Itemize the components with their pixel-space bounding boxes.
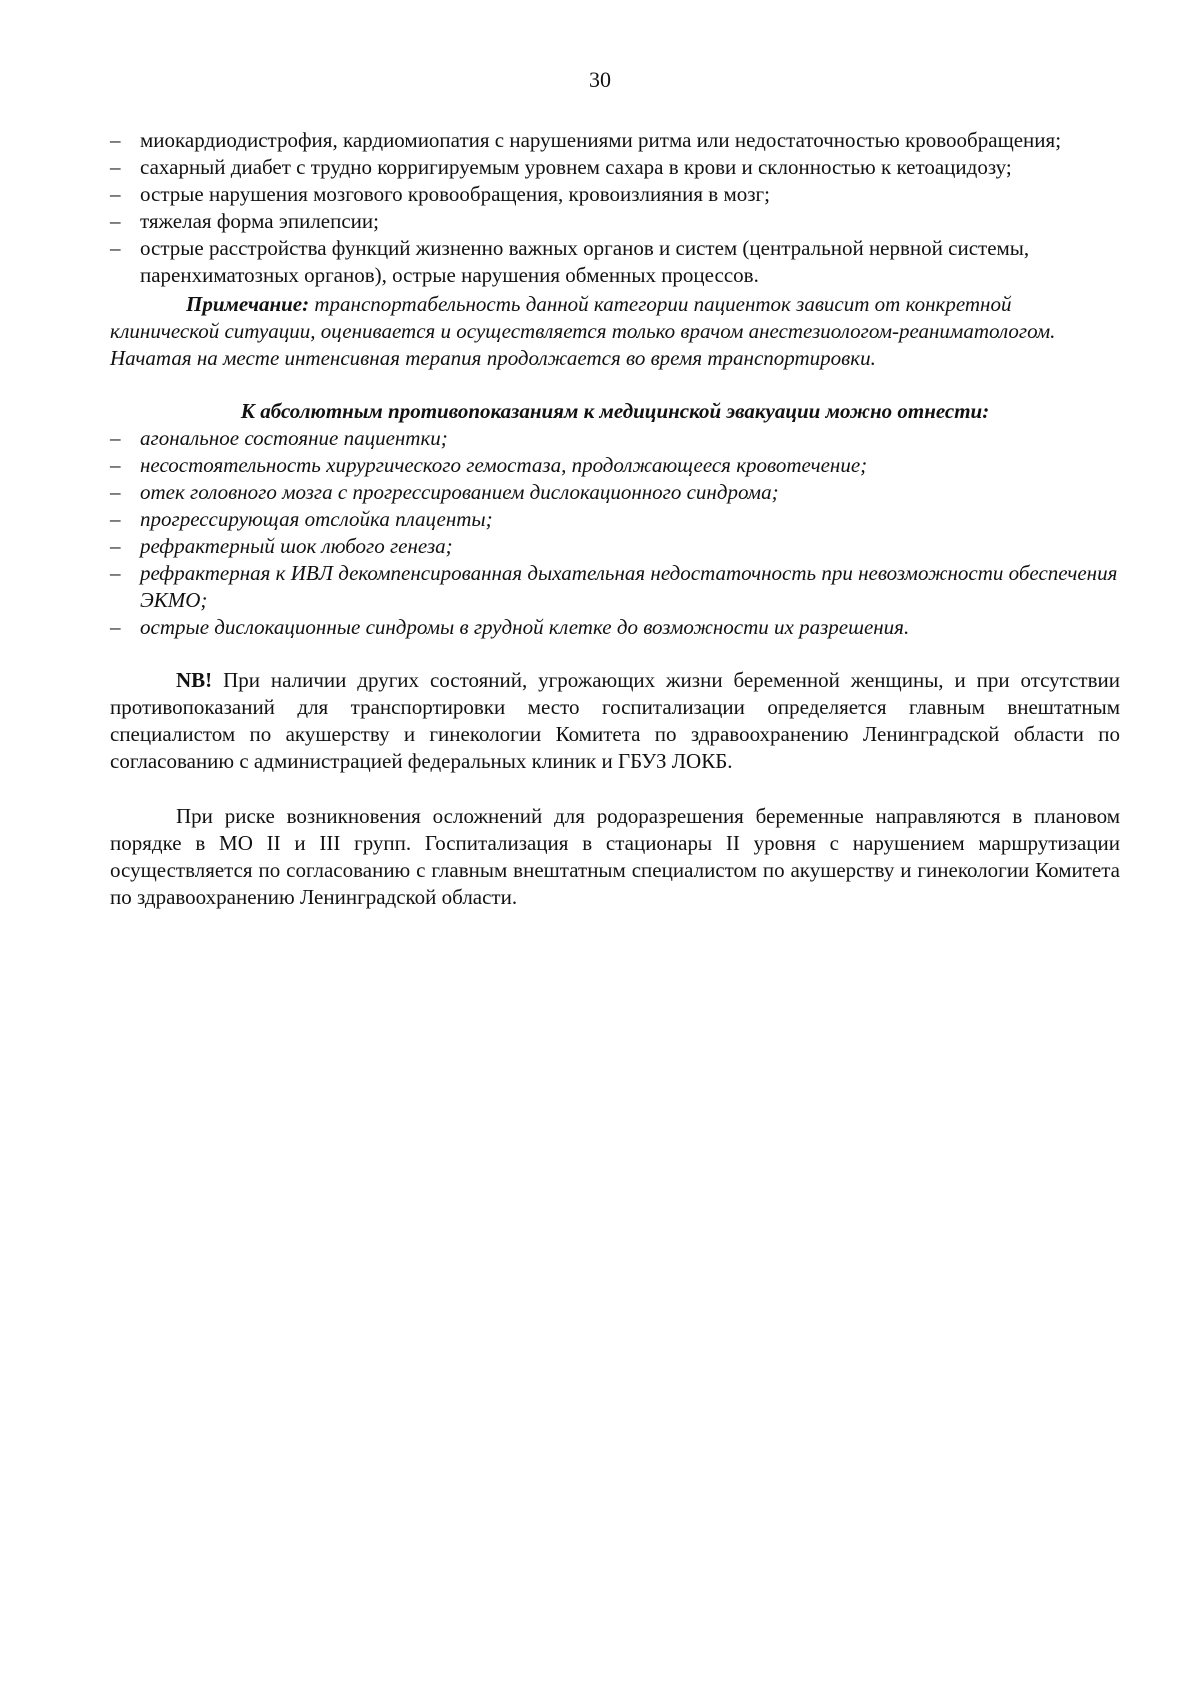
page-number: 30 bbox=[589, 67, 611, 92]
list-item-text: сахарный диабет с трудно корригируемым уровнем сахара в крови и склонностью к кетоацидозу; bbox=[140, 155, 1012, 179]
list-item bbox=[110, 614, 1120, 641]
list-dash: – bbox=[110, 426, 121, 450]
list-item-text: агональное состояние пациентки; bbox=[140, 426, 448, 450]
list-dash: – bbox=[110, 480, 121, 504]
list-item bbox=[110, 425, 1120, 452]
list-dash: – bbox=[110, 128, 121, 152]
list-item-text: прогрессирующая отслойка плаценты; bbox=[140, 507, 493, 531]
list-item-text: острые нарушения мозгового кровообращения, кровоизлияния в мозг; bbox=[140, 182, 770, 206]
list-dash: – bbox=[110, 507, 121, 531]
list-item bbox=[110, 560, 1120, 614]
list-item-text: острые дислокационные синдромы в грудной клетке до возможности их разрешения. bbox=[140, 615, 910, 639]
list-dash: – bbox=[110, 155, 121, 179]
list-dash: – bbox=[110, 209, 121, 233]
absolute-contraindications-heading: К абсолютным противопоказаниям к медицинской эвакуации можно отнести: bbox=[240, 399, 990, 423]
list-item bbox=[110, 235, 1120, 289]
list-item bbox=[110, 506, 1120, 533]
list-item-text: рефрактерный шок любого генеза; bbox=[140, 534, 453, 558]
list-dash: – bbox=[110, 236, 121, 260]
list-item-text: рефрактерная к ИВЛ декомпенсированная дыхательная недостаточность при невозможности обеспечения ЭКМО; bbox=[140, 561, 1118, 612]
list-item-text: несостоятельность хирургического гемостаза, продолжающееся кровотечение; bbox=[140, 453, 868, 477]
note-text: транспортабельность данной категории пациенток зависит от конкретной клинической ситуации, оценивается и осуществляется только врачом анестезиологом-реаниматологом. Начатая на месте интенсивная терапия продолжается во время транспортировки. bbox=[110, 292, 1056, 370]
note-label: Примечание: bbox=[186, 292, 310, 316]
list-item bbox=[110, 479, 1120, 506]
nb-text: При наличии других состояний, угрожающих жизни беременной женщины, и при отсутствии противопоказаний для транспортировки место госпитализации определяется главным внештатным специалистом по акушерству и гинекологии Комитета по здравоохранению Ленинградской области по согласованию с администрацией федеральных клиник и ГБУЗ ЛОКБ. bbox=[110, 668, 1120, 773]
risk-paragraph: При риске возникновения осложнений для родоразрешения беременные направляются в плановом порядке в МО II и III групп. Госпитализация в стационары II уровня с нарушением маршрутизации осуществляется по согласованию с главным внештатным специалистом по акушерству и гинекологии Комитета по здравоохранению Ленинградской области. bbox=[110, 804, 1120, 909]
list-item-text: отек головного мозга с прогрессированием дислокационного синдрома; bbox=[140, 480, 779, 504]
list-item bbox=[110, 181, 1120, 208]
absolute-contraindications-list bbox=[110, 425, 1120, 641]
list-item bbox=[110, 154, 1120, 181]
list-item bbox=[110, 452, 1120, 479]
list-dash: – bbox=[110, 453, 121, 477]
list-dash: – bbox=[110, 182, 121, 206]
list-item bbox=[110, 208, 1120, 235]
list-item-text: тяжелая форма эпилепсии; bbox=[140, 209, 379, 233]
conditions-list bbox=[110, 127, 1120, 289]
list-item-text: острые расстройства функций жизненно важных органов и систем (центральной нервной системы, паренхиматозных органов), острые нарушения обменных процессов. bbox=[140, 236, 1030, 287]
list-dash: – bbox=[110, 615, 121, 639]
list-dash: – bbox=[110, 534, 121, 558]
nb-paragraph bbox=[110, 667, 1120, 775]
nb-label: NB! bbox=[176, 668, 213, 692]
list-item bbox=[110, 533, 1120, 560]
list-item bbox=[110, 127, 1120, 154]
list-item-text: миокардиодистрофия, кардиомиопатия с нарушениями ритма или недостаточностью кровообращения; bbox=[140, 128, 1062, 152]
document-body bbox=[110, 127, 1120, 911]
list-dash: – bbox=[110, 561, 121, 585]
note-paragraph bbox=[110, 291, 1120, 372]
